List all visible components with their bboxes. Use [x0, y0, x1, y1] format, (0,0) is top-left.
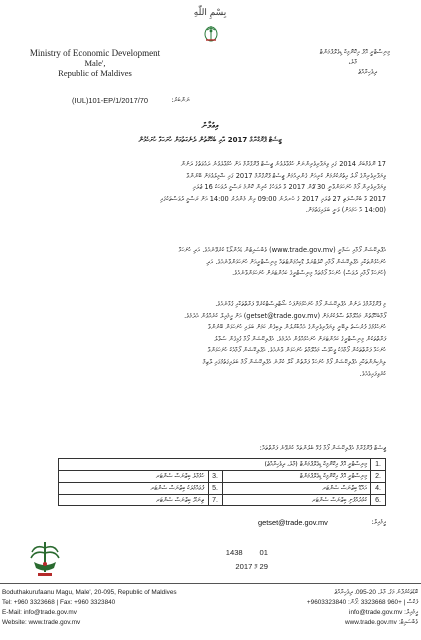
text-line: ފަރާތްތަކުން މިނިސްޓްރީގެ ކައުންޓަރަށް ހުށަހެޅުއްވުން އެދެމެވެ. އެޕްލިކޭޝަން ފޯމާ ގުޅިގެން ސުވާލު — [214, 334, 386, 343]
hijri-day: 01 — [259, 548, 268, 557]
text-line: ހުށަހެޅުމުގެ ފުރުސަތު ލިބޭނީ ވިޔަފާރިވެރިންގެ އެއްބާރުލުން ލިބިގެން ކަމަށް ބަލައި ހުށަހަޅަން ބޭނުންވާ — [207, 323, 386, 332]
text-line: 17 ނޮވެމްބަރު 2014 ގައި ވިޔަފާރިވެރިންނަށް ހުޅުވާލެވުނު ޖީސެޓް ޕްރޮގްރާމް އަށް ހުޅުވާލެވުނު ދަޢުވަތުގެ ދަށުން — [180, 160, 386, 168]
notice-subtitle: ޖީސެޓް ޕްރޮގްރާމް 2017 އާއި ބެހޭގޮތުން ދެނެގަތުމަށް ހުށަހަޅާ ހުށަހެޅުން — [138, 136, 282, 144]
table-row-number: 6. — [375, 497, 381, 504]
footer-divider — [0, 583, 421, 584]
country-dv: ދިވެހިރާއްޖެ — [358, 68, 377, 76]
table-cell: ކުޅުދުއްފުށި ބިޒްނަސް ސެންޓަރ — [311, 497, 367, 504]
paragraph-2 — [58, 246, 386, 278]
footer-web-en[interactable]: Website: www.trade.gov.mv — [2, 619, 81, 626]
hijri-date — [188, 548, 268, 557]
table-row-number: 7. — [212, 497, 218, 504]
table-cell: ފުވައްމުލަކު ބިޒްނަސް ސެންޓަރ — [150, 485, 204, 492]
table-heading: ޖީސެޓް ޕްރޮގްރާމް އެޕްލިކޭޝަން ފޯމާ ގުޅޭ ބެލުންތައް ކުރެވޭނެ ފަރާތްތައް: — [259, 444, 386, 452]
text-line: (14:00 އާ ހަމައަށް) ވަނީ ބަލައިގަތުމަށް. — [305, 206, 386, 215]
emblem-icon — [202, 22, 220, 44]
greg-month: މޭ — [254, 563, 258, 571]
table-row-number: 3. — [212, 473, 218, 480]
table-cell: މިނިސްޓްރީ އޮފް އިކޮނޮމިކް ޑިވެލޮޕްމަންޓް — [299, 473, 367, 480]
text-line: ވިޔަފާރިވެރިން ފޯމް ހުށަހަޅަންވާނީ 30 ޖޫން 2017 ވާ ދުވަހުގެ ކުރިން ކޮންމެ ރަސްމީ ދުވަހަކު 16 ޖުލައި — [192, 183, 386, 192]
footer-email-en[interactable]: E-Mail: info@trade.gov.mv — [2, 609, 77, 616]
text-line: 2017 ވާ ބުރާސްފަތި 27 ޖުލައި 2017 ގެ ހެނދުނު 09:00 އިން މެންދުރު 14:00 އަށް ރަސްމީ ދުވަސްތަކުގައި — [160, 194, 386, 203]
text-line: ވިޔަފާރިވެރިޔާގެ ރޯލު އިތުރުކުރުމަށް ކުރިއަށް ގެންދިއުމަށް ޖީސެޓް ޕްރޮގްރާމް 2017 ގައި ޝާމިލުވުމަށް ބޭނުންވާ — [186, 171, 386, 180]
text-line: ފޯމާބެހޭގޮތުން މަޢުލޫމާތު ސާފުކުރުމަށް (getset@trade.gov.mv) އަށް އީމެއިލް ކުރެއްވުން އެދެމެވެ. — [184, 311, 386, 320]
table-row-number: 4. — [375, 485, 381, 492]
table-row-number: 5. — [212, 485, 218, 492]
table-cell: އައްޑޫ ބިޒްނަސް ސެންޓަރ — [322, 485, 367, 492]
footer-email-dv[interactable]: info@trade.gov.mv :އީމެއިލް — [349, 609, 418, 616]
text-line: މި ޕްރޮގްރާމްގެ ދަށުން އެޕްލިކޭޝަން ފޯމް ހުށަހެޅުމަށްފަހު ޝޯޓްލިސްޓްކުރެވޭ ފަރާތްތަކާއި ގުޅާނެއެވެ. — [215, 300, 386, 308]
footer-web-dv[interactable]: www.trade.gov.mv :ވެބްސައިޓް — [345, 619, 418, 626]
text-line: ލިޔެކިޔުންތަކާއި އެޕްލިކޭޝަން ފޯމް ހުށަހަޅާ ފަރާތުން ކޯލް ކުރާނެ އެޕްލިކޭޝަން ފޯމް ބަލައިގަތުމުގައި ލާޒިމް — [202, 357, 386, 366]
footer-address-dv: ބޮޑުތަކުރުފާނު މަގު، މާލެ، 20-095، ދިވެހިރާއްޖެ — [334, 589, 418, 596]
city-en: Male', — [84, 58, 106, 68]
contact-email[interactable]: getset@trade.gov.mv — [258, 518, 328, 527]
locations-table — [58, 458, 386, 506]
city-dv: މާލެ، — [348, 58, 357, 66]
text-line: ހުށަހެޅުންތަކާއި އެޕްލިކޭޝަން ފޯމާއި ކޮލެޓްރަލް ޑޮކިއުމަންޓުތައް މިނިސްޓްރީއަށް ހުށަހަޅަންވާނެއެވެ. އަދި — [206, 257, 386, 266]
table-row — [59, 483, 385, 495]
ministry-name-en: Ministry of Economic Development — [29, 48, 161, 58]
footer-tel-dv: +9603323840 :ފެކްސް | +960 3323668 :ފޯން — [306, 599, 418, 606]
ministry-logo-icon — [24, 538, 66, 580]
country-en: Republic of Maldives — [58, 68, 132, 78]
text-line: (ހުށަހަޅާ ފޯމާއި ދުވަސް) ހުށަހަޅާ ފޯމުތައް މިނިސްޓްރީގެ ކައުންޓަރަށް ހުށަހަޅަންވާނެއެވެ. — [232, 269, 386, 278]
table-row-number: 1. — [375, 461, 381, 468]
greg-day: 29 — [259, 562, 268, 571]
text-line: ކުރެވިފައިވެއެވެ. — [359, 369, 386, 378]
reference-label: ނަންބަރު: — [171, 96, 190, 104]
bismillah-calligraphy: بِسْمِ اللّٰهِ — [193, 8, 227, 18]
table-cell: ތިނަދޫ ބިޒްނަސް ސެންޓަރ — [156, 497, 204, 504]
text-line: އެޕްލިކޭޝަން ފޯމާއި ސަމްރީ (www.trade.gov.mv) ވެބްސައިޓުން ޑައުންލޯޑް ކުރެވޭނެއެވެ. އަދި ހުށަހަޅާ — [178, 246, 386, 254]
contact-email-label: އީމެއިލް: — [371, 518, 386, 526]
table-cell: މިނިސްޓްރީ އޮފް އިކޮނޮމިކް ޑިވެލޮޕްމަންޓް (މާލެ، ދިވެހިރާއްޖެ) — [264, 461, 367, 468]
table-row-number: 2. — [375, 473, 381, 480]
table-row — [59, 459, 385, 471]
footer-tel-en: Tel: +960 3323668 | Fax: +960 3323840 — [2, 599, 116, 606]
ministry-name-dv: މިނިސްޓްރީ އޮފް އިކޮނޮމިކް ޑިވެލޮޕްމަންޓް — [319, 48, 390, 56]
text-line: ހުށަހަޅާ ފަރާތްތަކުން ފޯމާއެކު ވީހާވެސް މަޢުލޫމާތު ހުށަހަޅަން ވާނެއެވެ. އެޕްލިކޭޝަން ފޯމާއެކު ހުށަހަޅަންވާ — [207, 346, 386, 355]
footer-address-en: Boduthakurufaanu Magu, Male', 20-095, Republic of Maldives — [2, 589, 177, 596]
table-row — [59, 471, 385, 483]
gregorian-date — [188, 562, 268, 572]
reference-number: (IUL)101-EP/1/2017/70 — [72, 96, 149, 105]
notice-title: އިޢުލާން — [201, 121, 219, 130]
greg-year: 2017 — [235, 562, 253, 571]
table-row — [59, 495, 385, 506]
hijri-year: 1438 — [225, 548, 243, 557]
paragraph-3 — [58, 300, 386, 378]
paragraph-1 — [58, 160, 386, 215]
table-cell: ހުޅުމާލެ ބިޒްނަސް ސެންޓަރ — [155, 473, 204, 480]
